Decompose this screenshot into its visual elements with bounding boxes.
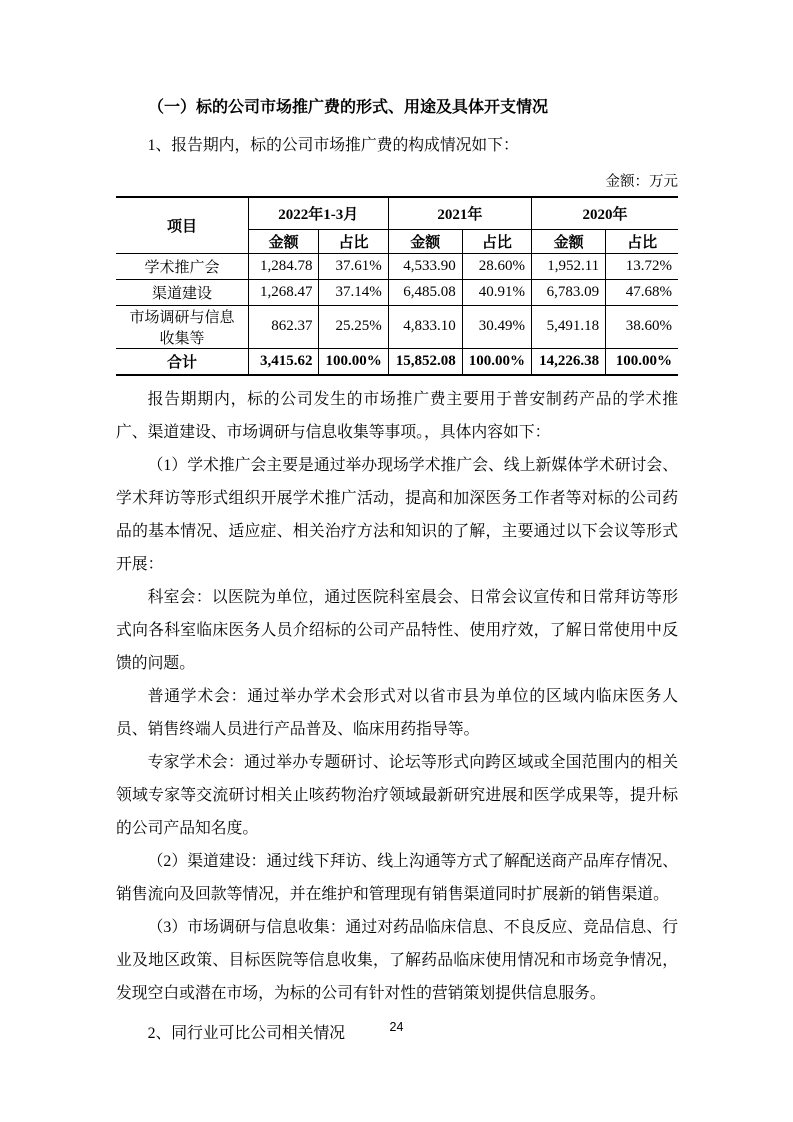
cell-amount: 1,268.47 — [248, 279, 319, 305]
table-header-ratio: 占比 — [606, 229, 678, 253]
table-header-amount: 金额 — [248, 229, 319, 253]
cell-amount: 6,485.08 — [388, 279, 462, 305]
row-item-label: 学术推广会 — [116, 253, 248, 279]
body-paragraph: 专家学术会：通过举办专题研讨、论坛等形式向跨区域或全国范围内的相关领域专家等交流研讨相关止咳药物治疗领域最新研究进展和医学成果等，提升标的公司产品知名度。 — [116, 754, 678, 837]
body-paragraph: （3）市场调研与信息收集：通过对药品临床信息、不良反应、竞品信息、行业及地区政策、目标医院等信息收集，了解药品临床使用情况和市场竞争情况，发现空白或潜在市场，为标的公司有针对性的营销策划提供信息服务。 — [116, 919, 678, 1002]
table-header-ratio: 占比 — [462, 229, 531, 253]
table-header-period-row — [116, 197, 678, 229]
row-item-label: 渠道建设 — [116, 279, 248, 305]
total-row — [116, 348, 678, 375]
cell-ratio: 30.49% — [462, 305, 531, 348]
cell-ratio: 25.25% — [319, 305, 388, 348]
table-row — [116, 253, 678, 279]
table-row — [116, 305, 678, 348]
cell-amount: 15,852.08 — [388, 348, 462, 375]
body-paragraph: 普通学术会：通过举办学术会形式对以省市县为单位的区域内临床医务人员、销售终端人员进行产品普及、临床用药指导等。 — [116, 688, 678, 738]
cell-amount: 1,284.78 — [248, 253, 319, 279]
table-header-period-2022: 2022年1-3月 — [248, 197, 388, 229]
cell-ratio: 100.00% — [462, 348, 531, 375]
page-number: 24 — [389, 1020, 404, 1034]
cell-ratio: 100.00% — [319, 348, 388, 375]
subsection-heading: 2、同行业可比公司相关情况 — [147, 1025, 346, 1042]
cell-ratio: 100.00% — [606, 348, 678, 375]
table-header-period-2021: 2021年 — [388, 197, 531, 229]
body-paragraph: 报告期期内，标的公司发生的市场推广费主要用于普安制药产品的学术推广、渠道建设、市场调研与信息收集等事项。，具体内容如下： — [116, 391, 678, 441]
cell-ratio: 37.61% — [319, 253, 388, 279]
cell-amount: 4,533.90 — [388, 253, 462, 279]
cell-ratio: 37.14% — [319, 279, 388, 305]
table-header-ratio: 占比 — [319, 229, 388, 253]
cell-ratio: 47.68% — [606, 279, 678, 305]
page-content — [116, 96, 678, 1046]
body-paragraph: （2）渠道建设：通过线下拜访、线上沟通等方式了解配送商产品库存情况、销售流向及回款等情况，并在维护和管理现有销售渠道同时扩展新的销售渠道。 — [116, 853, 678, 903]
table-header-item: 项目 — [116, 197, 248, 253]
cell-amount: 5,491.18 — [532, 305, 606, 348]
body-text — [116, 383, 678, 1010]
table-header-period-2020: 2020年 — [532, 197, 678, 229]
cell-amount: 6,783.09 — [532, 279, 606, 305]
table-header-amount: 金额 — [532, 229, 606, 253]
cell-amount: 4,833.10 — [388, 305, 462, 348]
row-item-label: 市场调研与信息收集等 — [116, 305, 248, 348]
row-item-label: 合计 — [116, 348, 248, 375]
cell-ratio: 40.91% — [462, 279, 531, 305]
cell-amount: 1,952.11 — [532, 253, 606, 279]
table-header-amount: 金额 — [388, 229, 462, 253]
body-paragraph: （1）学术推广会主要是通过举办现场学术推广会、线上新媒体学术研讨会、学术拜访等形式组织开展学术推广活动，提高和加深医务工作者等对标的公司药品的基本情况、适应症、相关治疗方法和知识的了解，主要通过以下会议等形式开展： — [116, 457, 678, 573]
promo-fee-table — [116, 196, 678, 376]
body-paragraph: 科室会：以医院为单位，通过医院科室晨会、日常会议宣传和日常拜访等形式向各科室临床医务人员介绍标的公司产品特性、使用疗效，了解日常使用中反馈的问题。 — [116, 589, 678, 672]
cell-ratio: 28.60% — [462, 253, 531, 279]
section-heading: （一）标的公司市场推广费的形式、用途及具体开支情况 — [148, 99, 549, 116]
cell-ratio: 38.60% — [606, 305, 678, 348]
cell-amount: 3,415.62 — [248, 348, 319, 375]
cell-ratio: 13.72% — [606, 253, 678, 279]
table-row — [116, 279, 678, 305]
unit-note: 金额：万元 — [605, 174, 678, 190]
cell-amount: 862.37 — [248, 305, 319, 348]
cell-amount: 14,226.38 — [532, 348, 606, 375]
intro-line: 1、报告期内，标的公司市场推广费的构成情况如下： — [147, 137, 519, 154]
